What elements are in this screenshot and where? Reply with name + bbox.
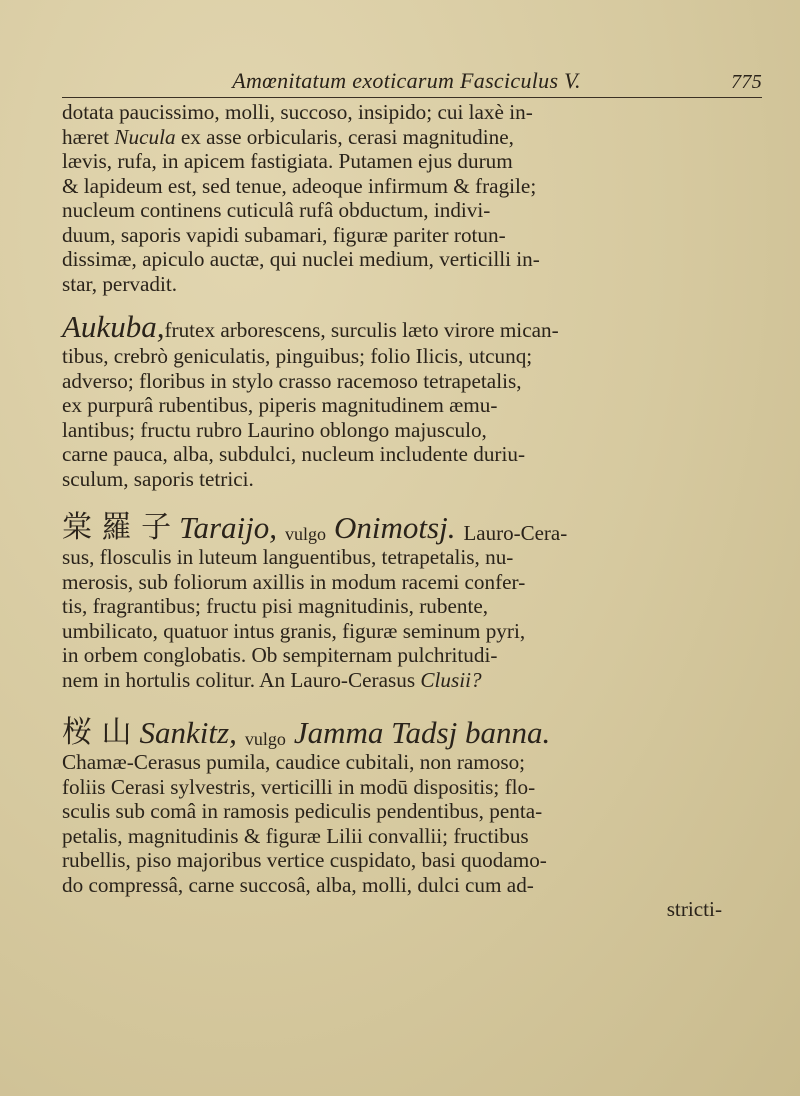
kanji-name: 棠 羅 子 (62, 510, 172, 545)
vernacular-name: Onimotsj. (334, 510, 456, 545)
entry-taraijo (62, 511, 762, 692)
entry-heading (62, 716, 762, 750)
text-line: dissimæ, apiculo auctæ, qui nuclei medium, verticilli in- (62, 247, 540, 271)
text-line: merosis, sub foliorum axillis in modum racemi confer- (62, 569, 526, 594)
page (62, 68, 762, 922)
text-line: umbilicato, quatuor intus granis, figuræ seminum pyri, (62, 618, 526, 643)
paragraph-nucula (62, 100, 762, 296)
text-line: hæret Nucula ex asse orbicularis, cerasi magnitudine, (62, 124, 514, 149)
text-line: foliis Cerasi sylvestris, verticilli in modū dispositis; flo- (62, 774, 536, 799)
text-line: do compressâ, carne succosâ, alba, molli, dulci cum ad- (62, 872, 534, 897)
headword: Aukuba, (62, 309, 165, 344)
text-line: petalis, magnitudinis & figuræ Lilii convallii; fructibus (62, 823, 529, 848)
headword: Sankitz, (139, 715, 237, 750)
text-line: lævis, rufa, in apicem fastigiata. Putamen ejus durum (62, 149, 513, 173)
entry-heading (62, 511, 762, 545)
text-line: rubellis, piso majoribus vertice cuspidato, basi quodamo- (62, 848, 547, 872)
text-line: lantibus; fructu rubro Laurino oblongo majusculo, (62, 417, 487, 442)
text-line: ex purpurâ rubentibus, piperis magnitudinem æmu- (62, 393, 498, 417)
text-line: carne pauca, alba, subdulci, nucleum includente duriu- (62, 442, 526, 466)
text-line: sus, flosculis in luteum languentibus, tetrapetalis, nu- (62, 545, 514, 569)
text-line: dotata paucissimo, molli, succoso, insipido; cui laxè in- (62, 100, 533, 124)
text-line: sculum, saporis tetrici. (62, 466, 254, 491)
entry-aukuba (62, 310, 762, 491)
vernacular-name: Jamma Tadsj banna. (293, 715, 551, 750)
text-line: star, pervadit. (62, 271, 178, 296)
headword: Taraijo, (179, 510, 278, 545)
vulgo-label: vulgo (244, 729, 286, 749)
catchword: stricti- (666, 897, 722, 921)
entry-sankitz (62, 716, 762, 922)
text-line: duum, saporis vapidi subamari, figuræ pariter rotun- (62, 222, 506, 247)
page-number: 775 (731, 71, 762, 93)
text-line: Aukuba,frutex arborescens, surculis læto virore mican- (62, 309, 559, 344)
text-line: in orbem conglobatis. Ob sempiternam pulchritudi- (62, 643, 498, 667)
text-line: adverso; floribus in stylo crasso racemoso tetrapetalis, (62, 368, 522, 393)
vulgo-label: vulgo (285, 524, 327, 544)
text-line: tibus, crebrò geniculatis, pinguibus; folio Ilicis, utcunq; (62, 344, 533, 368)
text-line: & lapideum est, sed tenue, adeoque infirmum & fragile; (62, 173, 537, 198)
text-line: tis, fragrantibus; fructu pisi magnitudinis, rubente, (62, 594, 489, 618)
text-line: nucleum continens cuticulâ rufâ obductum, indivi- (62, 198, 491, 222)
running-title: Amœnitatum exoticarum Fasciculus V. (232, 68, 581, 93)
text-line: sculis sub comâ in ramosis pediculis pendentibus, penta- (62, 799, 543, 823)
italic-term: Nucula (114, 124, 176, 149)
running-head (62, 68, 762, 98)
text-line: Chamæ-Cerasus pumila, caudice cubitali, non ramoso; (62, 750, 526, 774)
kanji-name: 桜 山 (62, 715, 132, 750)
italic-term: Clusii? (420, 667, 482, 692)
text-line: nem in hortulis colitur. An Lauro-Cerasus Clusii? (62, 667, 482, 692)
text-line: Lauro-Cera- (463, 520, 568, 545)
